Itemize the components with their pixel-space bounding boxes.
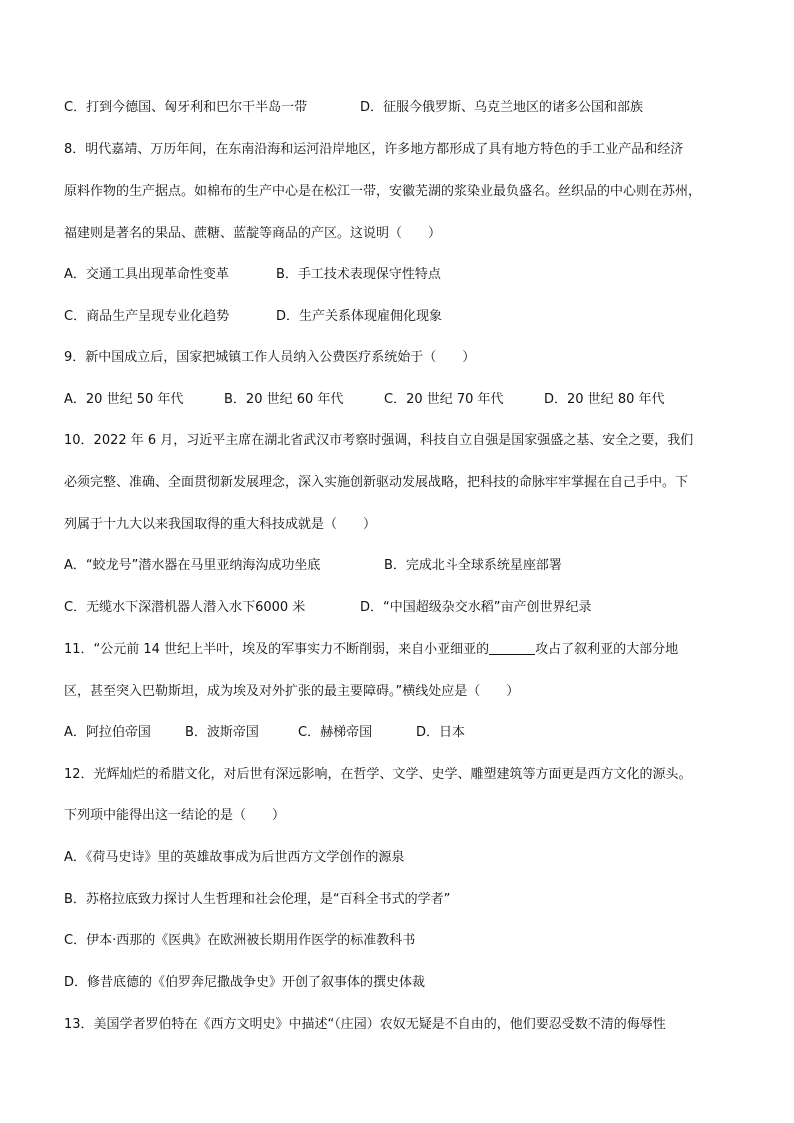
- q12-option-a: A．《荷马史诗》里的英雄故事成为后世西方文学创作的源泉: [64, 850, 405, 865]
- q11-option-d: D．日本: [416, 725, 466, 740]
- q9-option-c: C．20 世纪 70 年代: [384, 392, 504, 407]
- q13-stem-line-1: 13．美国学者罗伯特在《西方文明史》中描述“（庄园）农奴无疑是不自由的，他们要忍受数不清的侮辱性: [64, 1017, 666, 1032]
- q7-options-cd: [64, 99, 643, 117]
- q11-stem-part-2: 攻占了叙利亚的大部分地: [535, 642, 679, 657]
- q8-options-ab: [64, 266, 441, 284]
- q10-options-cd: [64, 599, 591, 617]
- q11-option-a: A．阿拉伯帝国: [64, 725, 151, 740]
- q8-stem-line-3: 福建则是著名的果品、蔗糖、蓝靛等商品的产区。这说明（ ）: [64, 226, 442, 241]
- q12-option-c: C．伊本·西那的《医典》在欧洲被长期用作医学的标准教科书: [64, 933, 416, 948]
- q12-option-d: D．修昔底德的《伯罗奔尼撒战争史》开创了叙事体的撰史体裁: [64, 975, 426, 990]
- q10-stem-line-2: 必须完整、准确、全面贯彻新发展理念，深入实施创新驱动发展战略，把科技的命脉牢牢掌握在自己手中。下: [64, 475, 689, 490]
- q11-option-c: C．赫梯帝国: [298, 725, 373, 740]
- q11-stem-line-1: [64, 641, 734, 659]
- q12-stem-line-1: 12．光辉灿烂的希腊文化，对后世有深远影响，在哲学、文学、史学、雕塑建筑等方面更是西方文化的源头。: [64, 767, 692, 782]
- q10-option-b: B．完成北斗全球系统星座部署: [384, 558, 562, 573]
- q11-option-b: B．波斯帝国: [185, 725, 259, 740]
- q10-option-a: A．“蛟龙号”潜水器在马里亚纳海沟成功坐底: [64, 558, 321, 573]
- q7-option-d: D．征服今俄罗斯、乌克兰地区的诸多公国和部族: [360, 100, 644, 115]
- q9-option-d: D．20 世纪 80 年代: [544, 392, 665, 407]
- q8-option-d: D．生产关系体现雇佣化现象: [276, 309, 443, 324]
- q10-option-c: C．无缆水下深潜机器人潜入水下6000 米: [64, 600, 306, 615]
- q10-stem-line-3: 列属于十九大以来我国取得的重大科技成就是（ ）: [64, 517, 377, 532]
- q9-stem-line-1: 9．新中国成立后，国家把城镇工作人员纳入公费医疗系统始于（ ）: [64, 350, 476, 365]
- q11-options: [64, 724, 465, 742]
- q11-stem-line-2: 区，甚至突入巴勒斯坦，成为埃及对外扩张的最主要障碍。”横线处应是（ ）: [64, 684, 520, 699]
- q12-option-b: B．苏格拉底致力探讨人生哲理和社会伦理，是“百科全书式的学者”: [64, 892, 451, 907]
- q9-options: [64, 391, 665, 409]
- q9-option-a: A．20 世纪 50 年代: [64, 392, 184, 407]
- q11-stem-part-1: 11．“公元前 14 世纪上半叶，埃及的军事实力不断削弱，来自小亚细亚的: [64, 642, 490, 657]
- fill-in-blank: [489, 642, 535, 655]
- q8-option-c: C．商品生产呈现专业化趋势: [64, 309, 230, 324]
- q9-option-b: B．20 世纪 60 年代: [224, 392, 344, 407]
- q7-option-c: C．打到今德国、匈牙利和巴尔干半岛一带: [64, 100, 308, 115]
- q8-option-b: B．手工技术表现保守性特点: [276, 267, 441, 282]
- q8-option-a: A．交通工具出现革命性变革: [64, 267, 229, 282]
- q10-option-d: D．“中国超级杂交水稻”亩产创世界纪录: [360, 600, 592, 615]
- q8-stem-line-2: 原料作物的生产据点。如棉布的生产中心是在松江一带，安徽芜湖的浆染业最负盛名。丝织品的中心则在苏州，: [64, 184, 702, 199]
- q10-options-ab: [64, 557, 562, 575]
- q8-stem-line-1: 8．明代嘉靖、万历年间，在东南沿海和运河沿岸地区，许多地方都形成了具有地方特色的手工业产品和经济: [64, 142, 684, 157]
- q8-options-cd: [64, 308, 442, 326]
- q12-stem-line-2: 下列项中能得出这一结论的是（ ）: [64, 808, 286, 823]
- q10-stem-line-1: 10．2022 年 6 月，习近平主席在湖北省武汉市考察时强调，科技自立自强是国家强盛之基、安全之要，我们: [64, 433, 694, 448]
